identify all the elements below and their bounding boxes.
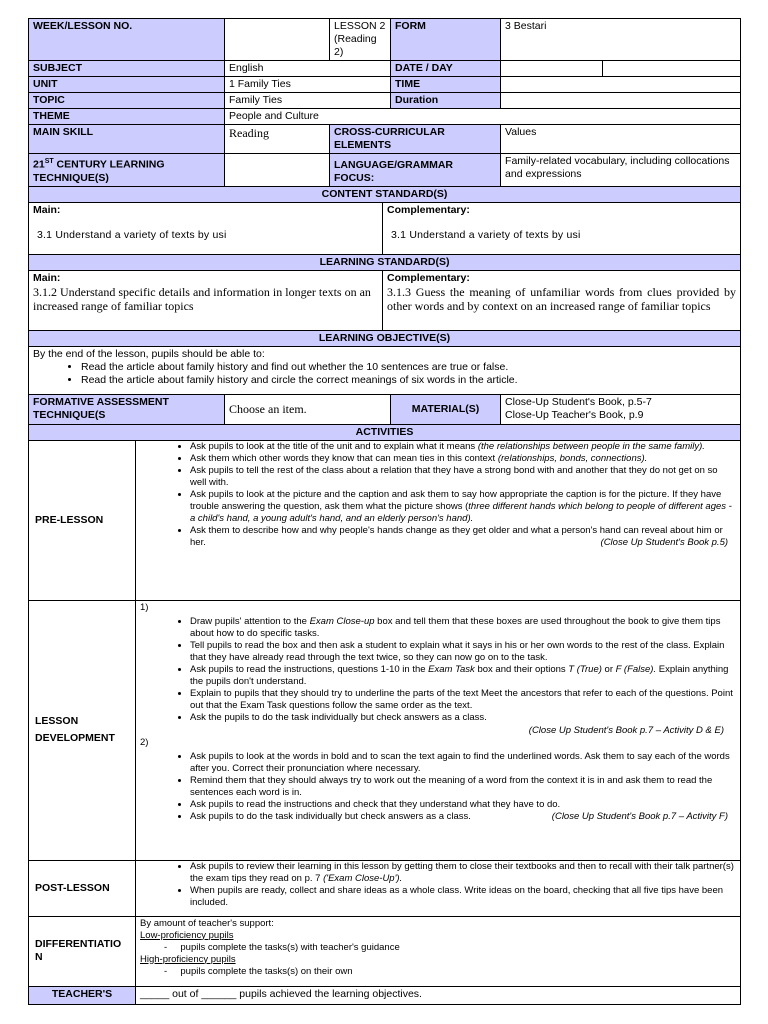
lesson-development-label: LESSON DEVELOPMENT bbox=[29, 600, 136, 860]
objective-item: • Read the article about family history and find out whether the 10 sentences are true or false. bbox=[81, 361, 736, 374]
list-item: • Tell pupils to read the box and then ask a student to explain what it says in his or her own words to the rest of the class. Explain that they have already read through the text twice, so they can now go on to the task. bbox=[190, 640, 736, 664]
activities-heading: ACTIVITIES bbox=[29, 424, 741, 440]
list-item: • Draw pupils' attention to the Exam Close-up box and tell them that these boxes are used throughout the book to give them tips about how to do specific tasks. bbox=[190, 616, 736, 640]
list-item: • Ask pupils to look at the picture and the caption and ask them to say how appropriate the caption is for the picture. If they have trouble answering the question, ask them what the picture shows (three different hands which belong to people of different ages - a child's hand, a young adult's hand, and an elderly person's hand). bbox=[190, 489, 736, 525]
unit-label: UNIT bbox=[29, 77, 225, 93]
date-label: DATE / DAY bbox=[391, 61, 501, 77]
form-label: FORM bbox=[391, 19, 501, 61]
lesson-development-body[interactable]: 1) • Draw pupils' attention to the Exam Close-up box and tell them that these boxes are used throughout the book to give them tips about how to do specific tasks. • Tell pupils to read the box and then ask a student to explain what it says in his or her own words to the rest of the class. Explain that they have already read through the text twice, so they can now go on to the task. • Ask pupils to read the instructions, questions 1-10 in the Exam Task box and their options T (True) or F (False). Explain anything the pupils don't understand. • Explain to pupils that they should try to underline the parts of the text Meet the ancestors that refer to each of the questions. Point out that the Exam Task questions follow the same order as the text. • Ask the pupils to do the task individually but check answers as a class. (Close Up Student's Book p.7 – Activity D & E) 2) • Ask pupils to look at the words in bold and to scan the text again to find the underlined words. Ask them to say each of the words after you. Correct their pronunciation where necessary. • Remind them that they should always try to work out the meaning of a word from the context it is in and ask them to read the sentences each word is in. • Ask pupils to read the instructions and check that they understand what they have to do. • Ask pupils to do the task individually but check answers as a class. (Close Up Student's Book p.7 – Activity F) bbox=[136, 600, 741, 860]
date-value[interactable] bbox=[501, 61, 603, 77]
time-value[interactable] bbox=[501, 77, 741, 93]
differentiation-label: DIFFERENTIATIO N bbox=[29, 916, 136, 986]
form-value[interactable]: 3 Bestari bbox=[501, 19, 741, 61]
time-label: TIME bbox=[391, 77, 501, 93]
learning-standard-complementary: Complementary: 3.1.3 Guess the meaning of unfamiliar words from clues provided by other words and by context on an increased range of familiar topics bbox=[383, 270, 741, 330]
topic-value[interactable]: Family Ties bbox=[225, 93, 391, 109]
learning-standard-heading: LEARNING STANDARD(S) bbox=[29, 254, 741, 270]
objective-item: • Read the article about family history and circle the correct meanings of six words in the article. bbox=[81, 374, 736, 387]
skill-label: MAIN SKILL bbox=[29, 125, 225, 154]
list-item: • Ask pupils to review their learning in this lesson by getting them to close their textbooks and then to recall with their talk partner(s) the exam tips they read on p. 7 ('Exam Close-Up'). bbox=[190, 861, 736, 885]
content-standard-main: Main: 3.1 Understand a variety of texts by usi bbox=[29, 202, 383, 254]
week-label: WEEK/LESSON NO. bbox=[29, 19, 225, 61]
day-value[interactable] bbox=[603, 61, 741, 77]
grammar-value[interactable]: Family-related vocabulary, including collocations and expressions bbox=[501, 154, 741, 187]
technique-value[interactable] bbox=[225, 154, 330, 187]
material-label: MATERIAL(S) bbox=[391, 394, 501, 424]
list-item: • Explain to pupils that they should try to underline the parts of the text Meet the ancestors that refer to each of the questions. Point out that the Exam Task questions follow the same order as the text. bbox=[190, 688, 736, 712]
differentiation-body[interactable]: By amount of teacher's support: Low-proficiency pupils - pupils complete the tasks(s) with teacher's guidance High-proficiency pupils - pupils complete the tasks(s) on their own bbox=[136, 916, 741, 986]
duration-label: Duration bbox=[391, 93, 501, 109]
list-item: • Ask pupils to look at the words in bold and to scan the text again to find the underlined words. Ask them to say each of the words after you. Correct their pronunciation where necessary. bbox=[190, 751, 736, 775]
topic-label: TOPIC bbox=[29, 93, 225, 109]
list-item: • When pupils are ready, collect and share ideas as a whole class. Write ideas on the board, checking that all five tips have been included. bbox=[190, 885, 736, 909]
lesson-plan-table bbox=[28, 18, 741, 1005]
list-item: • Ask pupils to tell the rest of the class about a relation that they have a strong bond with and another that they do not get on so well with. bbox=[190, 465, 736, 489]
content-standard-heading: CONTENT STANDARD(S) bbox=[29, 186, 741, 202]
technique-label: 21ST CENTURY LEARNING TECHNIQUE(S) bbox=[29, 154, 225, 187]
reflection-label: TEACHER'S bbox=[29, 986, 136, 1004]
content-standard-complementary: Complementary: 3.1 Understand a variety of texts by usi bbox=[383, 202, 741, 254]
list-item: • Ask pupils to look at the title of the unit and to explain what it means (the relationships between people in the same family). bbox=[190, 441, 736, 453]
lesson-value[interactable]: LESSON 2 (Reading 2) bbox=[330, 19, 391, 61]
assessment-label: FORMATIVE ASSESSMENT TECHNIQUE(S bbox=[29, 394, 225, 424]
subject-label: SUBJECT bbox=[29, 61, 225, 77]
list-item: • Ask pupils to read the instructions and check that they understand what they have to do. bbox=[190, 799, 736, 811]
post-lesson-label: POST-LESSON bbox=[29, 860, 136, 916]
lesson-plan bbox=[28, 18, 740, 1005]
theme-value[interactable]: People and Culture bbox=[225, 109, 741, 125]
objectives-body: By the end of the lesson, pupils should be able to: • Read the article about family history and find out whether the 10 sentences are true or false. • Read the article about family history and circle the correct meanings of six words in the article. bbox=[29, 346, 741, 394]
list-item: • Ask pupils to read the instructions, questions 1-10 in the Exam Task box and their options T (True) or F (False). Explain anything the pupils don't understand. bbox=[190, 664, 736, 688]
subject-value[interactable]: English bbox=[225, 61, 391, 77]
assessment-dropdown[interactable]: Choose an item. bbox=[225, 394, 391, 424]
cce-value[interactable]: Values bbox=[501, 125, 741, 154]
theme-label: THEME bbox=[29, 109, 225, 125]
grammar-label: LANGUAGE/GRAMMAR FOCUS: bbox=[330, 154, 501, 187]
material-value[interactable]: Close-Up Student's Book, p.5-7 Close-Up Teacher's Book, p.9 bbox=[501, 394, 741, 424]
skill-value[interactable]: Reading bbox=[225, 125, 330, 154]
duration-value[interactable] bbox=[501, 93, 741, 109]
unit-value[interactable]: 1 Family Ties bbox=[225, 77, 391, 93]
objectives-heading: LEARNING OBJECTIVE(S) bbox=[29, 330, 741, 346]
cce-label: CROSS-CURRICULAR ELEMENTS bbox=[330, 125, 501, 154]
list-item: • Ask them which other words they know that can mean ties in this context (relationships, bonds, connections). bbox=[190, 453, 736, 465]
learning-standard-main: Main: 3.1.2 Understand specific details and information in longer texts on an increased range of familiar topics bbox=[29, 270, 383, 330]
pre-lesson-label: PRE-LESSON bbox=[29, 440, 136, 600]
week-value[interactable] bbox=[225, 19, 330, 61]
list-item: • Ask pupils to do the task individually but check answers as a class. (Close Up Student's Book p.7 – Activity F) bbox=[190, 811, 736, 823]
reflection-body[interactable]: _____ out of ______ pupils achieved the learning objectives. bbox=[136, 986, 741, 1004]
pre-lesson-body[interactable] bbox=[136, 440, 741, 600]
post-lesson-body[interactable] bbox=[136, 860, 741, 916]
list-item: • Ask the pupils to do the task individually but check answers as a class. bbox=[190, 712, 736, 724]
list-item: • Ask them to describe how and why people's hands change as they get older and what a person's hand can reveal about him or her. (Close Up Student's Book p.5) bbox=[190, 525, 736, 549]
list-item: • Remind them that they should always try to work out the meaning of a word from the context it is in and ask them to read the sentences each word is in. bbox=[190, 775, 736, 799]
